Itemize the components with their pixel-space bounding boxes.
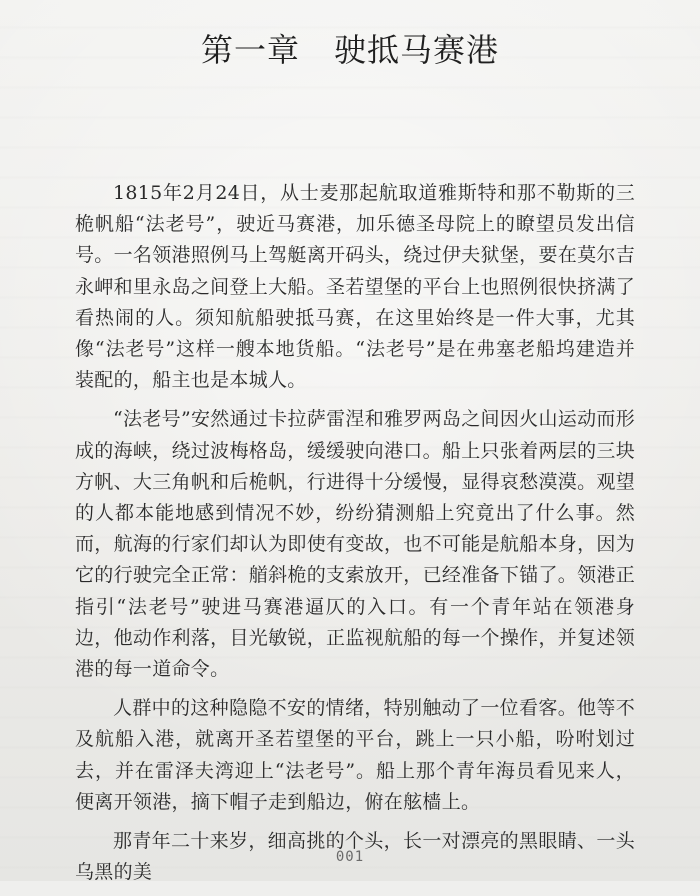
chapter-number: 第一章 bbox=[200, 31, 300, 69]
paragraph: 1815年2月24日，从士麦那起航取道雅斯特和那不勒斯的三桅帆船“法老号”，驶近马赛港，加乐德圣母院上的瞭望员发出信号。一名领港照例马上驾艇离开码头，绕过伊夫狱堡，要在莫尔吉永岬和里永岛之间登上大船。圣若望堡的平台上也照例很快挤满了看热闹的人。须知航船驶抵马赛，在这里始终是一件大事，尤其像“法老号”这样一艘本地货船。“法老号”是在弗塞老船坞建造并装配的，船主也是本城人。 bbox=[75, 182, 635, 392]
paragraph: 那青年二十来岁，细高挑的个头，长一对漂亮的黑眼睛、一头乌黑的美 bbox=[75, 830, 635, 884]
chapter-title: 驶抵马赛港 bbox=[334, 31, 500, 69]
paragraph: 人群中的这种隐隐不安的情绪，特别触动了一位看客。他等不及航船入港，就离开圣若望堡的平台，跳上一只小船，吩咐划过去，并在雷泽夫湾迎上“法老号”。船上那个青年海员看见来人，便离开领港，摘下帽子走到船边，俯在舷樯上。 bbox=[75, 697, 635, 813]
paragraph: “法老号”安然通过卡拉萨雷涅和雅罗两岛之间因火山运动而形成的海峡，绕过波梅格岛，缓缓驶向港口。船上只张着两层的三块方帆、大三角帆和后桅帆，行进得十分缓慢，显得哀愁漠漠。观望的人都本能地感到情况不妙，纷纷猜测船上究竟出了什么事。然而，航海的行家们却认为即使有变故，也不可能是航船本身，因为它的行驶完全正常：艏斜桅的支索放开，已经准备下锚了。领港正指引“法老号”驶进马赛港逼仄的入口。有一个青年站在领港身边，他动作利落，目光敏锐，正监视航船的每一个操作，并复述领港的每一道命令。 bbox=[75, 408, 635, 681]
chapter-heading bbox=[0, 30, 700, 70]
body-text bbox=[75, 178, 635, 896]
page-number: 001 bbox=[335, 849, 365, 865]
